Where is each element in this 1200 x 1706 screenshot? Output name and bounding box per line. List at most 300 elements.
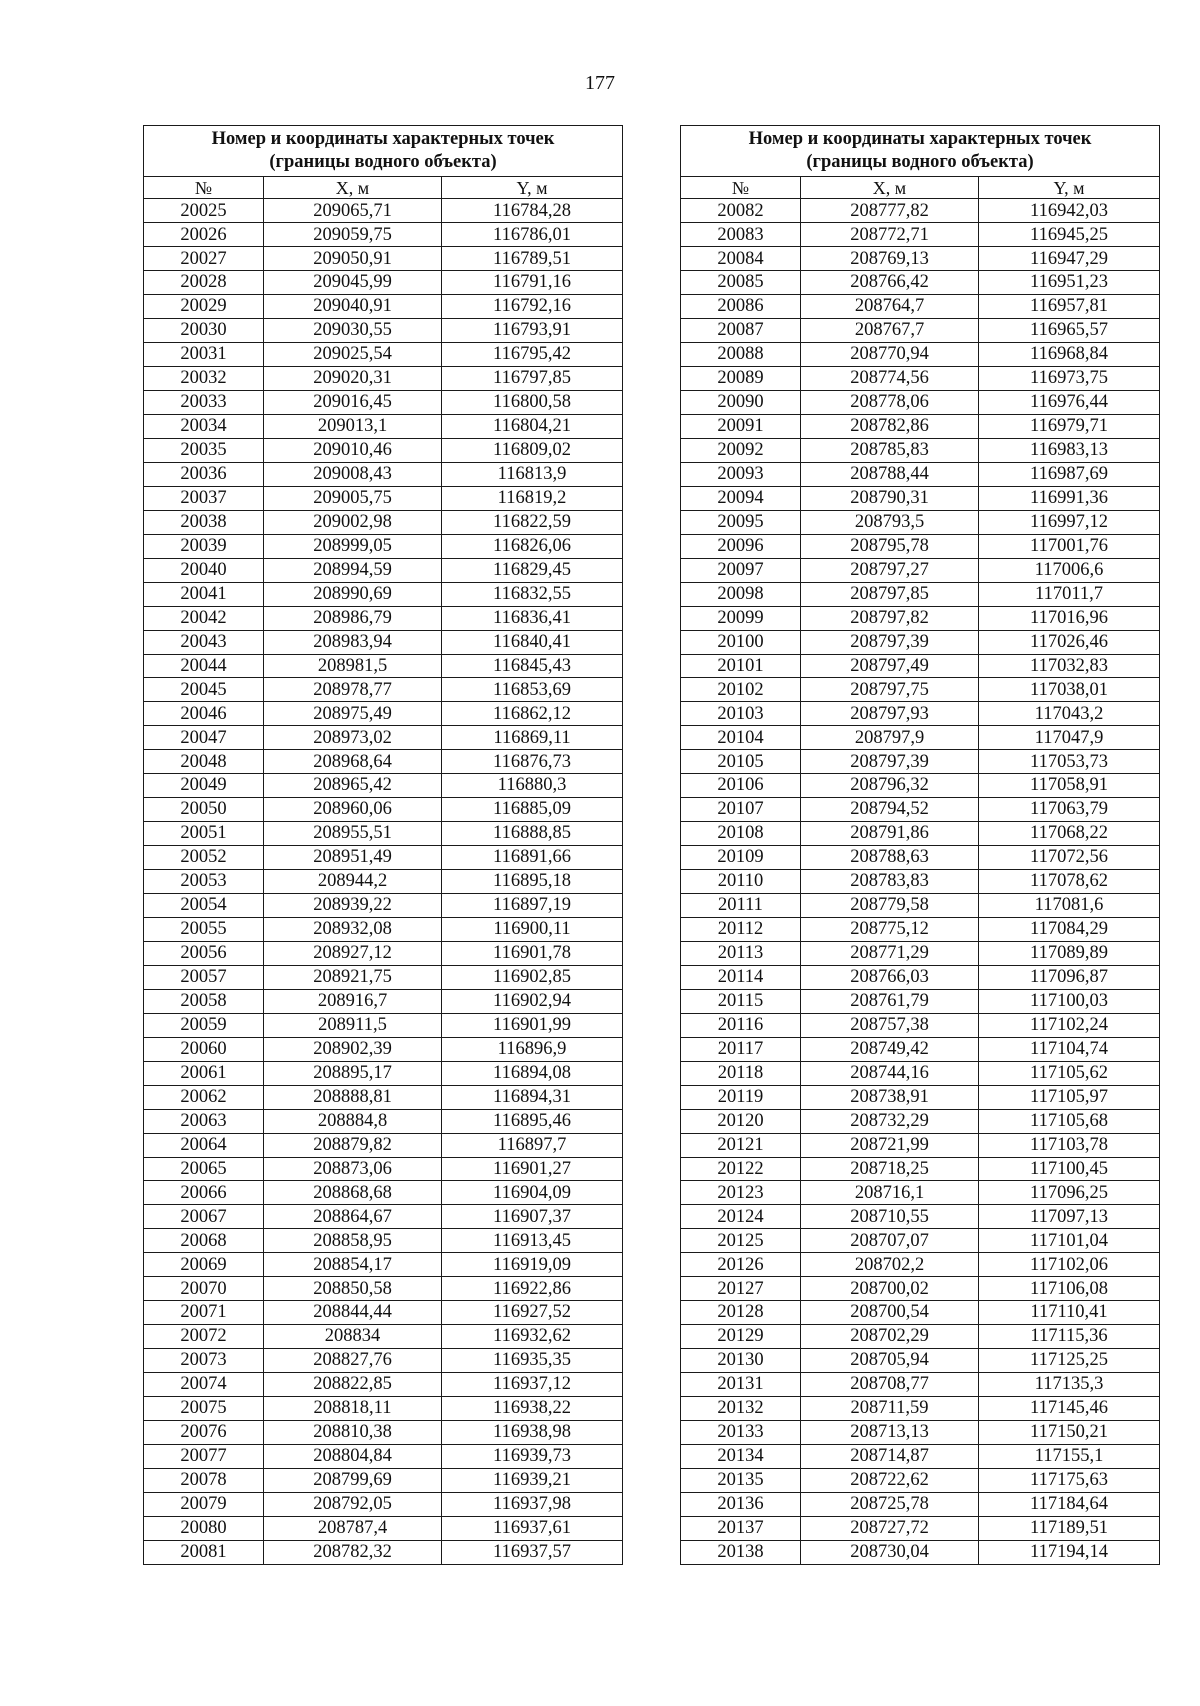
table-row (144, 1037, 623, 1061)
x-coordinate: 208749,42 (801, 1037, 979, 1061)
table-row (144, 1277, 623, 1301)
y-coordinate: 117097,13 (979, 1205, 1160, 1229)
table-row (681, 1157, 1160, 1181)
point-number: 20103 (681, 702, 801, 726)
point-number: 20080 (144, 1516, 264, 1540)
y-coordinate: 117106,08 (979, 1277, 1160, 1301)
x-coordinate: 208932,08 (264, 917, 442, 941)
table-row (681, 295, 1160, 319)
y-coordinate: 117047,9 (979, 726, 1160, 750)
table-row (681, 1444, 1160, 1468)
point-number: 20049 (144, 774, 264, 798)
x-coordinate: 208999,05 (264, 534, 442, 558)
y-coordinate: 117026,46 (979, 630, 1160, 654)
x-coordinate: 209050,91 (264, 247, 442, 271)
point-number: 20028 (144, 271, 264, 295)
point-number: 20118 (681, 1061, 801, 1085)
x-coordinate: 208827,76 (264, 1349, 442, 1373)
y-coordinate: 116885,09 (442, 798, 623, 822)
x-coordinate: 208986,79 (264, 606, 442, 630)
x-coordinate: 208868,68 (264, 1181, 442, 1205)
point-number: 20073 (144, 1349, 264, 1373)
point-number: 20047 (144, 726, 264, 750)
x-coordinate: 208797,39 (801, 630, 979, 654)
x-coordinate: 208822,85 (264, 1373, 442, 1397)
x-coordinate: 208797,49 (801, 654, 979, 678)
point-number: 20125 (681, 1229, 801, 1253)
point-number: 20035 (144, 438, 264, 462)
y-coordinate: 117084,29 (979, 917, 1160, 941)
y-coordinate: 116897,7 (442, 1133, 623, 1157)
x-coordinate: 208785,83 (801, 438, 979, 462)
point-number: 20092 (681, 438, 801, 462)
table-caption (144, 126, 623, 177)
point-number: 20127 (681, 1277, 801, 1301)
x-coordinate: 208797,75 (801, 678, 979, 702)
x-coordinate: 208994,59 (264, 558, 442, 582)
point-number: 20116 (681, 1013, 801, 1037)
y-coordinate: 117110,41 (979, 1301, 1160, 1325)
point-number: 20076 (144, 1421, 264, 1445)
table-row (144, 870, 623, 894)
x-coordinate: 209030,55 (264, 319, 442, 343)
column-header-x: X, м (801, 177, 979, 199)
y-coordinate: 117068,22 (979, 822, 1160, 846)
point-number: 20030 (144, 319, 264, 343)
table-row (681, 414, 1160, 438)
point-number: 20095 (681, 510, 801, 534)
y-coordinate: 116832,55 (442, 582, 623, 606)
table-row (144, 510, 623, 534)
y-coordinate: 117184,64 (979, 1492, 1160, 1516)
point-number: 20046 (144, 702, 264, 726)
point-number: 20070 (144, 1277, 264, 1301)
table-row (681, 822, 1160, 846)
x-coordinate: 209065,71 (264, 199, 442, 223)
point-number: 20124 (681, 1205, 801, 1229)
table-row (144, 343, 623, 367)
point-number: 20099 (681, 606, 801, 630)
table-row (681, 1109, 1160, 1133)
x-coordinate: 208778,06 (801, 391, 979, 415)
x-coordinate: 208707,07 (801, 1229, 979, 1253)
x-coordinate: 208725,78 (801, 1492, 979, 1516)
y-coordinate: 116894,08 (442, 1061, 623, 1085)
table-row (144, 319, 623, 343)
table-row (681, 726, 1160, 750)
table-row (681, 678, 1160, 702)
table-row (681, 199, 1160, 223)
point-number: 20112 (681, 917, 801, 941)
point-number: 20089 (681, 367, 801, 391)
table-row (681, 630, 1160, 654)
x-coordinate: 209020,31 (264, 367, 442, 391)
table-row (681, 894, 1160, 918)
point-number: 20051 (144, 822, 264, 846)
y-coordinate: 116901,78 (442, 941, 623, 965)
y-coordinate: 116809,02 (442, 438, 623, 462)
point-number: 20123 (681, 1181, 801, 1205)
x-coordinate: 208788,63 (801, 846, 979, 870)
table-row (681, 750, 1160, 774)
point-number: 20102 (681, 678, 801, 702)
x-coordinate: 208850,58 (264, 1277, 442, 1301)
table-caption (681, 126, 1160, 177)
point-number: 20025 (144, 199, 264, 223)
point-number: 20052 (144, 846, 264, 870)
table-row (144, 678, 623, 702)
y-coordinate: 116927,52 (442, 1301, 623, 1325)
point-number: 20037 (144, 486, 264, 510)
table-row (144, 1397, 623, 1421)
point-number: 20085 (681, 271, 801, 295)
table-row (144, 1013, 623, 1037)
x-coordinate: 208718,25 (801, 1157, 979, 1181)
x-coordinate: 208927,12 (264, 941, 442, 965)
y-coordinate: 117001,76 (979, 534, 1160, 558)
y-coordinate: 117105,62 (979, 1061, 1160, 1085)
table-row (144, 367, 623, 391)
point-number: 20132 (681, 1397, 801, 1421)
point-number: 20066 (144, 1181, 264, 1205)
y-coordinate: 117011,7 (979, 582, 1160, 606)
table-row (144, 1325, 623, 1349)
coordinates-table-left (143, 125, 623, 1565)
table-row (144, 438, 623, 462)
table-row (681, 1277, 1160, 1301)
table-row (144, 1421, 623, 1445)
y-coordinate: 116862,12 (442, 702, 623, 726)
table-row (144, 989, 623, 1013)
point-number: 20113 (681, 941, 801, 965)
y-coordinate: 117100,45 (979, 1157, 1160, 1181)
x-coordinate: 208790,31 (801, 486, 979, 510)
x-coordinate: 208916,7 (264, 989, 442, 1013)
y-coordinate: 117102,24 (979, 1013, 1160, 1037)
point-number: 20120 (681, 1109, 801, 1133)
y-coordinate: 116938,98 (442, 1421, 623, 1445)
point-number: 20115 (681, 989, 801, 1013)
y-coordinate: 116800,58 (442, 391, 623, 415)
table-row (144, 654, 623, 678)
y-coordinate: 116804,21 (442, 414, 623, 438)
point-number: 20034 (144, 414, 264, 438)
y-coordinate: 116901,99 (442, 1013, 623, 1037)
y-coordinate: 117078,62 (979, 870, 1160, 894)
point-number: 20104 (681, 726, 801, 750)
point-number: 20032 (144, 367, 264, 391)
y-coordinate: 116976,44 (979, 391, 1160, 415)
x-coordinate: 208939,22 (264, 894, 442, 918)
point-number: 20091 (681, 414, 801, 438)
table-row (144, 702, 623, 726)
x-coordinate: 208764,7 (801, 295, 979, 319)
y-coordinate: 116789,51 (442, 247, 623, 271)
x-coordinate: 208879,82 (264, 1133, 442, 1157)
table-row (144, 486, 623, 510)
y-coordinate: 116845,43 (442, 654, 623, 678)
point-number: 20105 (681, 750, 801, 774)
caption-line-2: (границы водного объекта) (269, 152, 497, 172)
x-coordinate: 208981,5 (264, 654, 442, 678)
y-coordinate: 116836,41 (442, 606, 623, 630)
point-number: 20121 (681, 1133, 801, 1157)
point-number: 20060 (144, 1037, 264, 1061)
y-coordinate: 116853,69 (442, 678, 623, 702)
column-header-y: Y, м (442, 177, 623, 199)
y-coordinate: 117096,25 (979, 1181, 1160, 1205)
table-row (144, 1444, 623, 1468)
y-coordinate: 117043,2 (979, 702, 1160, 726)
point-number: 20041 (144, 582, 264, 606)
x-coordinate: 209016,45 (264, 391, 442, 415)
point-number: 20133 (681, 1421, 801, 1445)
point-number: 20122 (681, 1157, 801, 1181)
y-coordinate: 116919,09 (442, 1253, 623, 1277)
x-coordinate: 208796,32 (801, 774, 979, 798)
x-coordinate: 208702,29 (801, 1325, 979, 1349)
table-row (144, 1468, 623, 1492)
x-coordinate: 208722,62 (801, 1468, 979, 1492)
y-coordinate: 116957,81 (979, 295, 1160, 319)
x-coordinate: 208744,16 (801, 1061, 979, 1085)
x-coordinate: 208804,84 (264, 1444, 442, 1468)
y-coordinate: 116902,85 (442, 965, 623, 989)
table-row (144, 462, 623, 486)
y-coordinate: 117032,83 (979, 654, 1160, 678)
point-number: 20067 (144, 1205, 264, 1229)
table-row (681, 1061, 1160, 1085)
table-row (681, 989, 1160, 1013)
y-coordinate: 117089,89 (979, 941, 1160, 965)
table-row (144, 391, 623, 415)
y-coordinate: 117115,36 (979, 1325, 1160, 1349)
table-row (144, 941, 623, 965)
x-coordinate: 208783,83 (801, 870, 979, 894)
table-row (144, 1157, 623, 1181)
x-coordinate: 208787,4 (264, 1516, 442, 1540)
point-number: 20088 (681, 343, 801, 367)
point-number: 20108 (681, 822, 801, 846)
y-coordinate: 117058,91 (979, 774, 1160, 798)
point-number: 20077 (144, 1444, 264, 1468)
point-number: 20054 (144, 894, 264, 918)
table-row (144, 295, 623, 319)
point-number: 20097 (681, 558, 801, 582)
y-coordinate: 116997,12 (979, 510, 1160, 534)
x-coordinate: 208797,9 (801, 726, 979, 750)
y-coordinate: 116913,45 (442, 1229, 623, 1253)
point-number: 20040 (144, 558, 264, 582)
table-row (681, 1013, 1160, 1037)
x-coordinate: 208700,54 (801, 1301, 979, 1325)
y-coordinate: 117053,73 (979, 750, 1160, 774)
y-coordinate: 116937,12 (442, 1373, 623, 1397)
table-row (681, 1325, 1160, 1349)
y-coordinate: 116937,98 (442, 1492, 623, 1516)
y-coordinate: 116791,16 (442, 271, 623, 295)
table-row (144, 1516, 623, 1540)
table-row (681, 1492, 1160, 1516)
point-number: 20053 (144, 870, 264, 894)
table-row (681, 1085, 1160, 1109)
x-coordinate: 208770,94 (801, 343, 979, 367)
x-coordinate: 208978,77 (264, 678, 442, 702)
table-row (681, 798, 1160, 822)
y-coordinate: 116945,25 (979, 223, 1160, 247)
y-coordinate: 116792,16 (442, 295, 623, 319)
point-number: 20074 (144, 1373, 264, 1397)
point-number: 20027 (144, 247, 264, 271)
point-number: 20137 (681, 1516, 801, 1540)
table-row (144, 1109, 623, 1133)
y-coordinate: 116901,27 (442, 1157, 623, 1181)
table-row (144, 223, 623, 247)
y-coordinate: 116826,06 (442, 534, 623, 558)
table-row (681, 247, 1160, 271)
x-coordinate: 209002,98 (264, 510, 442, 534)
point-number: 20114 (681, 965, 801, 989)
x-coordinate: 208902,39 (264, 1037, 442, 1061)
x-coordinate: 209005,75 (264, 486, 442, 510)
x-coordinate: 208774,56 (801, 367, 979, 391)
y-coordinate: 116979,71 (979, 414, 1160, 438)
x-coordinate: 208864,67 (264, 1205, 442, 1229)
point-number: 20069 (144, 1253, 264, 1277)
x-coordinate: 208771,29 (801, 941, 979, 965)
table-row (681, 965, 1160, 989)
x-coordinate: 209025,54 (264, 343, 442, 367)
point-number: 20090 (681, 391, 801, 415)
table-row (681, 367, 1160, 391)
y-coordinate: 116939,73 (442, 1444, 623, 1468)
y-coordinate: 116888,85 (442, 822, 623, 846)
point-number: 20084 (681, 247, 801, 271)
table-row (144, 1085, 623, 1109)
x-coordinate: 208911,5 (264, 1013, 442, 1037)
table-row (681, 774, 1160, 798)
table-row (144, 199, 623, 223)
table-row (681, 1516, 1160, 1540)
y-coordinate: 116983,13 (979, 438, 1160, 462)
y-coordinate: 117101,04 (979, 1229, 1160, 1253)
y-coordinate: 116947,29 (979, 247, 1160, 271)
x-coordinate: 208775,12 (801, 917, 979, 941)
x-coordinate: 209040,91 (264, 295, 442, 319)
table-row (144, 894, 623, 918)
point-number: 20045 (144, 678, 264, 702)
x-coordinate: 208944,2 (264, 870, 442, 894)
point-number: 20083 (681, 223, 801, 247)
y-coordinate: 116876,73 (442, 750, 623, 774)
point-number: 20126 (681, 1253, 801, 1277)
point-number: 20075 (144, 1397, 264, 1421)
point-number: 20096 (681, 534, 801, 558)
point-number: 20061 (144, 1061, 264, 1085)
x-coordinate: 208711,59 (801, 1397, 979, 1421)
y-coordinate: 116829,45 (442, 558, 623, 582)
x-coordinate: 208797,27 (801, 558, 979, 582)
x-coordinate: 208794,52 (801, 798, 979, 822)
y-coordinate: 116784,28 (442, 199, 623, 223)
x-coordinate: 208797,39 (801, 750, 979, 774)
x-coordinate: 208772,71 (801, 223, 979, 247)
x-coordinate: 208895,17 (264, 1061, 442, 1085)
x-coordinate: 209059,75 (264, 223, 442, 247)
x-coordinate: 208782,86 (801, 414, 979, 438)
point-number: 20129 (681, 1325, 801, 1349)
point-number: 20064 (144, 1133, 264, 1157)
x-coordinate: 208983,94 (264, 630, 442, 654)
table-row (681, 1181, 1160, 1205)
point-number: 20081 (144, 1540, 264, 1564)
x-coordinate: 208873,06 (264, 1157, 442, 1181)
point-number: 20078 (144, 1468, 264, 1492)
point-number: 20119 (681, 1085, 801, 1109)
table-row (144, 1181, 623, 1205)
y-coordinate: 116938,22 (442, 1397, 623, 1421)
x-coordinate: 208767,7 (801, 319, 979, 343)
table-row (681, 319, 1160, 343)
y-coordinate: 117100,03 (979, 989, 1160, 1013)
point-number: 20043 (144, 630, 264, 654)
table-row (144, 1061, 623, 1085)
point-number: 20131 (681, 1373, 801, 1397)
table-row (681, 510, 1160, 534)
y-coordinate: 116937,57 (442, 1540, 623, 1564)
point-number: 20036 (144, 462, 264, 486)
point-number: 20026 (144, 223, 264, 247)
x-coordinate: 208797,93 (801, 702, 979, 726)
table-row (681, 1205, 1160, 1229)
point-number: 20059 (144, 1013, 264, 1037)
x-coordinate: 208766,03 (801, 965, 979, 989)
y-coordinate: 116987,69 (979, 462, 1160, 486)
x-coordinate: 208818,11 (264, 1397, 442, 1421)
x-coordinate: 208705,94 (801, 1349, 979, 1373)
point-number: 20107 (681, 798, 801, 822)
y-coordinate: 117194,14 (979, 1540, 1160, 1564)
column-header-number: № (681, 177, 801, 199)
x-coordinate: 208738,91 (801, 1085, 979, 1109)
column-header-number: № (144, 177, 264, 199)
x-coordinate: 208779,58 (801, 894, 979, 918)
x-coordinate: 209013,1 (264, 414, 442, 438)
coordinates-table-right (680, 125, 1160, 1565)
x-coordinate: 208732,29 (801, 1109, 979, 1133)
table-row (681, 462, 1160, 486)
x-coordinate: 208769,13 (801, 247, 979, 271)
y-coordinate: 117103,78 (979, 1133, 1160, 1157)
y-coordinate: 116907,37 (442, 1205, 623, 1229)
y-coordinate: 116895,18 (442, 870, 623, 894)
point-number: 20094 (681, 486, 801, 510)
x-coordinate: 208716,1 (801, 1181, 979, 1205)
x-coordinate: 208757,38 (801, 1013, 979, 1037)
x-coordinate: 208960,06 (264, 798, 442, 822)
y-coordinate: 116935,35 (442, 1349, 623, 1373)
point-number: 20071 (144, 1301, 264, 1325)
y-coordinate: 117189,51 (979, 1516, 1160, 1540)
y-coordinate: 116965,57 (979, 319, 1160, 343)
point-number: 20038 (144, 510, 264, 534)
y-coordinate: 117102,06 (979, 1253, 1160, 1277)
table-row (681, 223, 1160, 247)
table-row (681, 846, 1160, 870)
y-coordinate: 116922,86 (442, 1277, 623, 1301)
point-number: 20044 (144, 654, 264, 678)
y-coordinate: 116951,23 (979, 271, 1160, 295)
